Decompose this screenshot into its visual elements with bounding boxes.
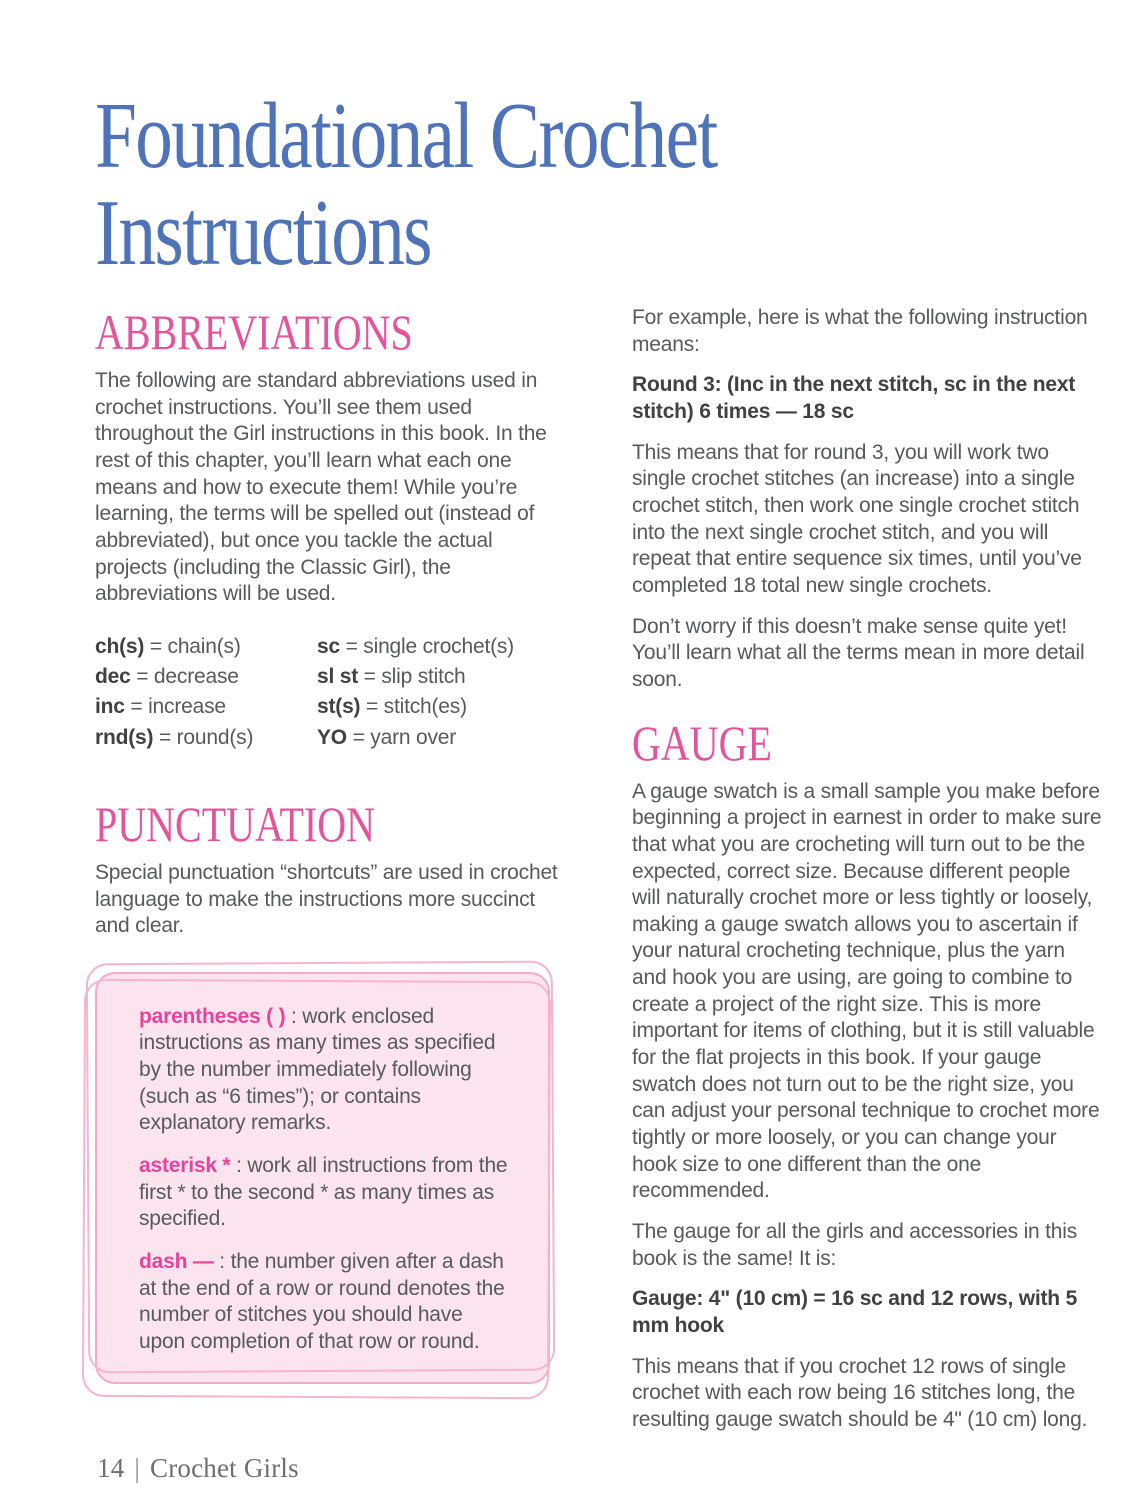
abbreviation-definition: = single crochet(s) bbox=[345, 634, 514, 658]
abbreviation-term: ch(s) bbox=[95, 634, 145, 658]
abbreviation-definition: = round(s) bbox=[158, 725, 254, 749]
abbreviation-entry bbox=[95, 632, 317, 662]
punctuation-intro: Special punctuation “shortcuts” are used in crochet language to make the instructions more succinct and clear. bbox=[95, 860, 558, 938]
punctuation-callout-box bbox=[95, 972, 550, 1384]
abbreviation-entry bbox=[317, 692, 567, 722]
gauge-lead-in: The gauge for all the girls and accessories in this book is the same! It is: bbox=[632, 1220, 1078, 1270]
abbreviation-entry bbox=[317, 632, 567, 662]
callout-desc: : work all instructions from the first * to the second * as many times as specified. bbox=[139, 1154, 508, 1231]
footer-book-title: Crochet Girls bbox=[150, 1453, 299, 1483]
abbreviation-entry bbox=[95, 662, 317, 692]
abbreviation-entry bbox=[317, 662, 567, 692]
abbreviation-definition: = stitch(es) bbox=[365, 695, 467, 719]
footer-page-number: 14 bbox=[97, 1453, 125, 1483]
callout-term: dash — bbox=[139, 1250, 214, 1274]
abbreviation-term: sc bbox=[317, 634, 340, 658]
callout-term: parentheses ( ) bbox=[139, 1004, 286, 1028]
punctuation-heading: PUNCTUATION bbox=[95, 795, 375, 852]
page-title-line-1: Foundational Crochet bbox=[95, 84, 717, 188]
gauge-heading: GAUGE bbox=[632, 714, 772, 771]
callout-desc: : work enclosed instructions as many times as specified by the number immediately following (such as “6 times”); or contains explanatory remarks. bbox=[139, 1004, 496, 1135]
left-column bbox=[95, 305, 567, 1448]
abbreviation-definition: = chain(s) bbox=[149, 634, 241, 658]
page-title-line-2: Instructions bbox=[95, 180, 431, 285]
abbreviation-entry bbox=[95, 692, 317, 722]
example-explanation: This means that for round 3, you will work two single crochet stitches (an increase) into a single crochet stitch, then work one single crochet stitch into the next single crochet stitch, and you will repeat that entire sequence six times, until you’ve completed 18 total new single crochets. bbox=[632, 440, 1082, 597]
callout-desc: : the number given after a dash at the end of a row or round denotes the number of stitches you should have upon completion of that row or round. bbox=[139, 1250, 505, 1354]
callout-item-dash bbox=[139, 1249, 514, 1356]
abbreviation-entry bbox=[317, 723, 567, 753]
abbreviation-term: rnd(s) bbox=[95, 725, 154, 749]
page-title bbox=[95, 84, 717, 285]
abbreviation-definition: = slip stitch bbox=[363, 665, 466, 689]
abbreviations-intro: The following are standard abbreviations used in crochet instructions. You’ll see them used throughout the Girl instructions in this book. In the rest of this chapter, you’ll learn what each one means and how to execute them! While you’re learning, the terms will be spelled out (instead of abbreviated), but once you tackle the actual projects (including the Classic Girl), the abbreviations will be used. bbox=[95, 369, 547, 606]
abbreviation-term: dec bbox=[95, 665, 131, 689]
page-footer bbox=[97, 1453, 299, 1484]
footer-divider: | bbox=[134, 1453, 141, 1483]
example-instruction: Round 3: (Inc in the next stitch, sc in the next stitch) 6 times — 18 sc bbox=[632, 373, 1076, 423]
abbreviation-term: st(s) bbox=[317, 695, 361, 719]
gauge-intro: A gauge swatch is a small sample you make before beginning a project in earnest in order to make sure that what you are crocheting will turn out to be the expected, correct size. Because different people will naturally crochet more or less tightly or loosely, making a gauge swatch allows you to ascertain if your natural crocheting technique, plus the yarn and hook you are using, are going to combine to create a project of the right size. This is more important for items of clothing, but it is still valuable for the flat projects in this book. If your gauge swatch does not turn out to be the right size, you can adjust your personal technique to crochet more tightly or more loosely, or you can change your hook size to one different than the one recommended. bbox=[632, 779, 1102, 1203]
abbreviation-term: sl st bbox=[317, 665, 359, 689]
abbreviation-definition: = yarn over bbox=[352, 725, 457, 749]
callout-term: asterisk * bbox=[139, 1154, 231, 1178]
abbreviation-term: inc bbox=[95, 695, 125, 719]
example-lead-in: For example, here is what the following instruction means: bbox=[632, 306, 1088, 356]
abbreviation-term: YO bbox=[317, 725, 347, 749]
right-column bbox=[632, 305, 1104, 1448]
abbreviation-entry bbox=[95, 723, 317, 753]
gauge-explanation: This means that if you crochet 12 rows of single crochet with each row being 16 stitches long, the resulting gauge swatch should be 4" (10 cm) long. bbox=[632, 1354, 1088, 1431]
callout-item-asterisk bbox=[139, 1153, 514, 1233]
abbreviation-definition: = decrease bbox=[136, 665, 239, 689]
abbreviation-definition: = increase bbox=[130, 695, 226, 719]
two-column-layout bbox=[95, 305, 1105, 1448]
abbreviations-heading: ABBREVIATIONS bbox=[95, 304, 413, 360]
gauge-spec: Gauge: 4" (10 cm) = 16 sc and 12 rows, with 5 mm hook bbox=[632, 1287, 1078, 1337]
abbreviation-list bbox=[95, 632, 567, 753]
callout-item-parentheses bbox=[139, 1004, 514, 1137]
example-reassurance: Don’t worry if this doesn’t make sense quite yet! You’ll learn what all the terms mean in more detail soon. bbox=[632, 614, 1085, 691]
